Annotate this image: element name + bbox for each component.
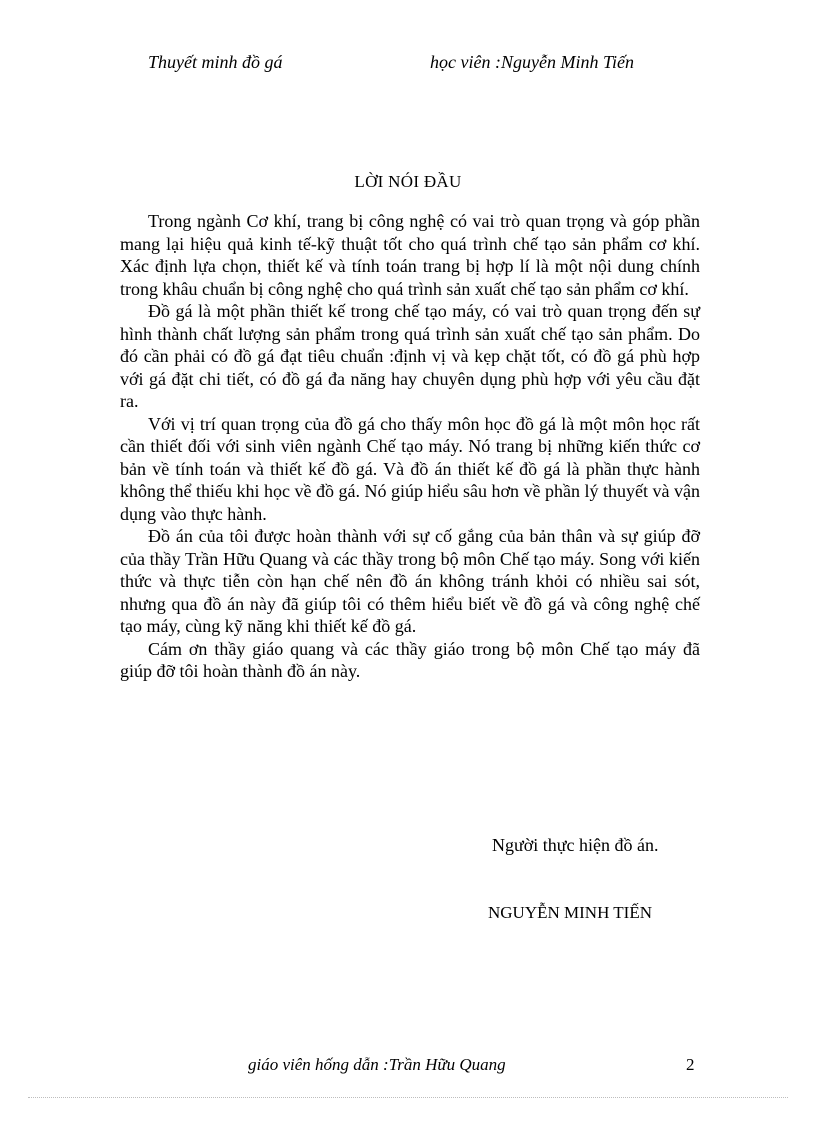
body-text (120, 210, 700, 683)
footer-advisor: giáo viên hống dẫn :Trần Hữu Quang (248, 1055, 506, 1074)
header-document-title: Thuyết minh đồ gá (148, 52, 283, 72)
page-title: LỜI NÓI ĐẦU (354, 172, 462, 191)
header-student-name: học viên :Nguyễn Minh Tiến (430, 52, 634, 72)
signature-name: NGUYỄN MINH TIẾN (488, 903, 652, 922)
footer-divider (28, 1097, 788, 1098)
paragraph-3: Với vị trí quan trọng của đồ gá cho thấy môn học đồ gá là một môn học rất cần thiết đối với sinh viên ngành Chế tạo máy. Nó trang bị những kiến thức cơ bản về tính toán và thiết kế đồ gá. Và đồ án thiết kế đồ gá là phần thực hành không thể thiếu khi học về đồ gá. Nó giúp hiểu sâu hơn về phần lý thuyết và vận dụng vào thực hành. (120, 413, 700, 524)
paragraph-5: Cám ơn thầy giáo quang và các thầy giáo trong bộ môn Chế tạo máy đã giúp đỡ tôi hoàn thành đồ án này. (120, 638, 700, 681)
page-number: 2 (686, 1055, 695, 1074)
paragraph-2: Đồ gá là một phần thiết kế trong chế tạo máy, có vai trò quan trọng đến sự hình thành chất lượng sản phẩm trong quá trình sản xuất chế tạo sản phẩm. Do đó cần phải có đồ gá đạt tiêu chuẩn :định vị và kẹp chặt tốt, có đồ gá phù hợp với gá đặt chi tiết, có đồ gá đa năng hay chuyên dụng phù hợp với yêu cầu đặt ra. (120, 301, 700, 411)
signature-role: Người thực hiện đồ án. (492, 835, 659, 855)
paragraph-1: Trong ngành Cơ khí, trang bị công nghệ có vai trò quan trọng và góp phần mang lại hiệu quả kinh tế-kỹ thuật tốt cho quá trình chế tạo sản phẩm cơ khí. Xác định lựa chọn, thiết kế và tính toán trang bị hợp lí là một nội dung chính trong khâu chuẩn bị công nghệ cho quá trình sản xuất chế tạo sản phẩm cơ khí. (120, 211, 700, 299)
paragraph-4: Đồ án của tôi được hoàn thành với sự cố gắng của bản thân và sự giúp đỡ của thầy Trần Hữu Quang và các thầy trong bộ môn Chế tạo máy. Song với kiến thức và thực tiễn còn hạn chế nên đồ án không tránh khỏi có nhiều sai sót, nhưng qua đồ án này đã giúp tôi có thêm hiểu biết về đồ gá và công nghệ chế tạo máy, cùng kỹ năng khi thiết kế đồ gá. (120, 526, 700, 636)
